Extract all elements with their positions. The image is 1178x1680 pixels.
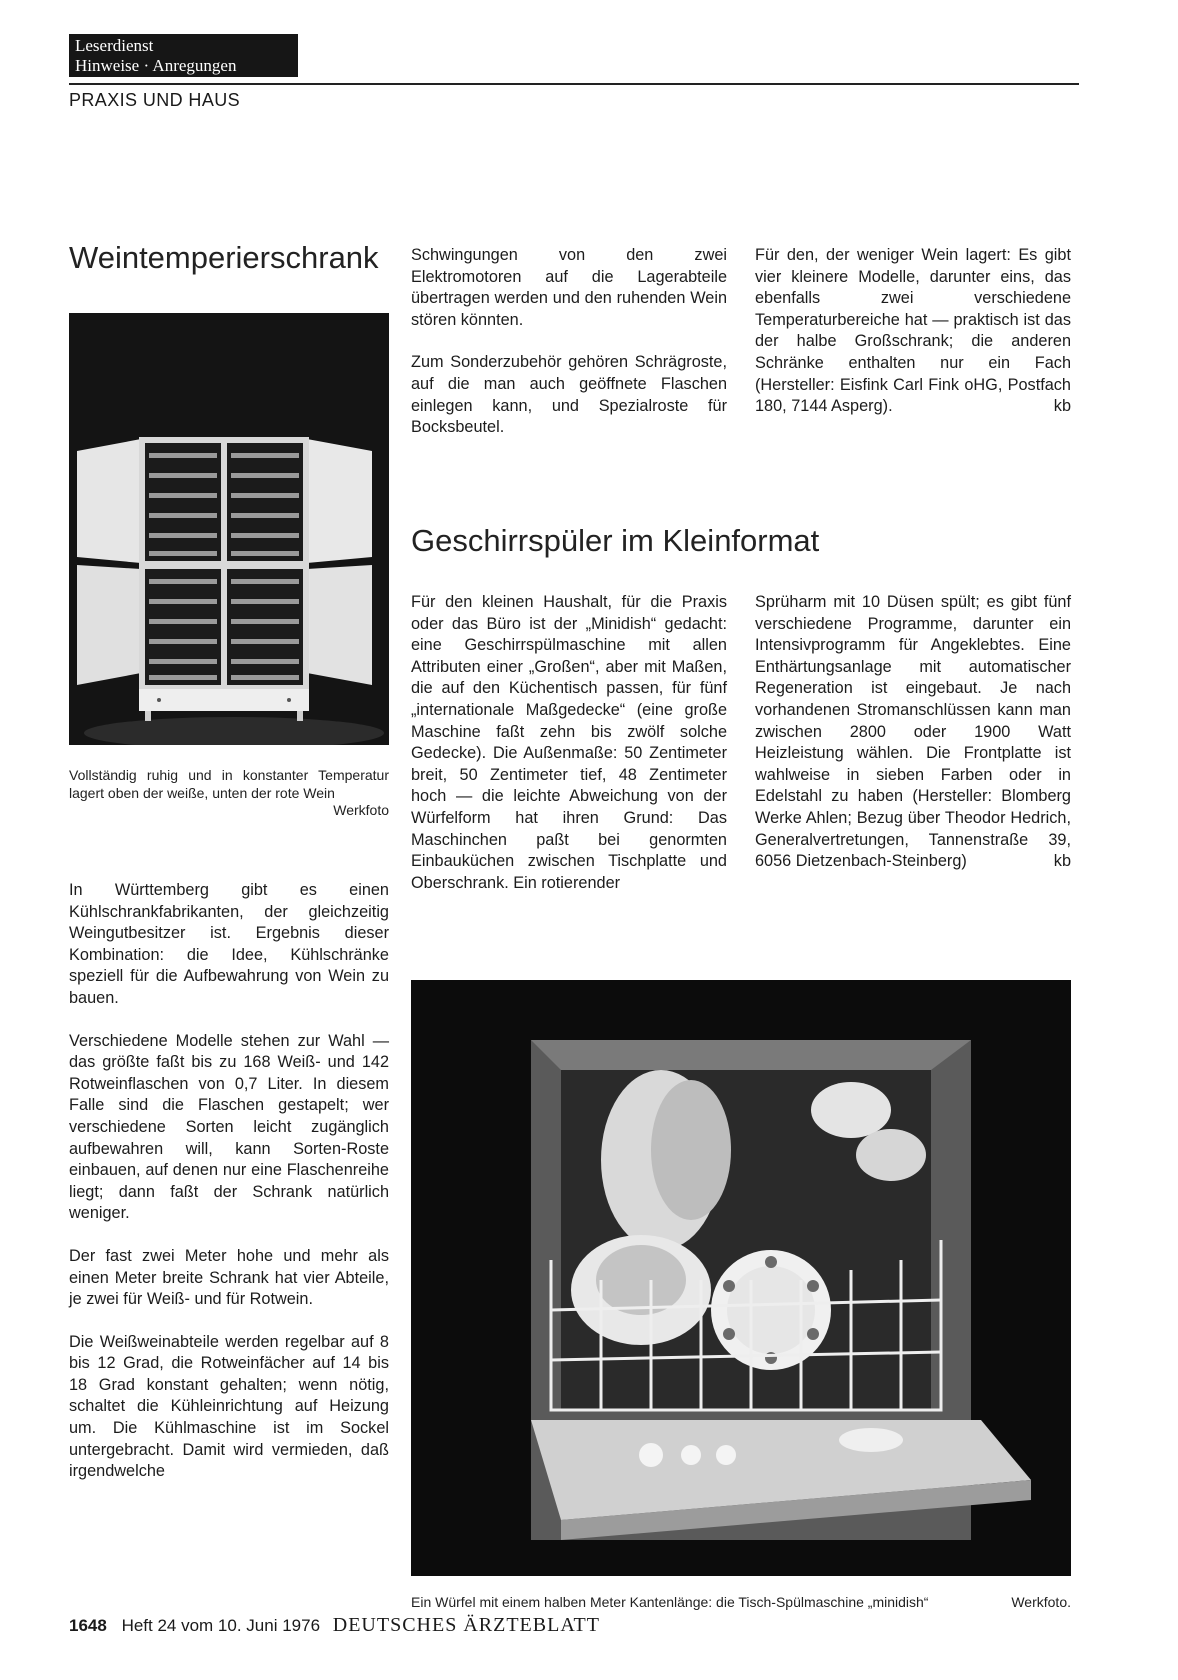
page-footer xyxy=(69,1614,600,1637)
header-rule xyxy=(69,83,1079,85)
article1-paragraph: Die Weißweinabteile werden regelbar auf 8 bis 12 Grad, die Rotweinfächer auf 14 bis 18 Grad konstant gehalten; wenn nötig, schaltet die Kühleinrichtung auf Heizung um. Die Kühlmaschine ist im Sockel untergebracht. Damit wird vermieden, daß irgendwelche xyxy=(69,1332,389,1481)
page-number: 1648 xyxy=(69,1616,107,1635)
wine-cabinet-photo xyxy=(69,313,389,745)
article1-paragraph: Zum Sonderzubehör gehören Schrägroste, auf die man auch geöffnete Flaschen einlegen kann, und Spezialroste für Bocksbeutel. xyxy=(411,353,727,437)
section-title: PRAXIS UND HAUS xyxy=(69,90,241,110)
article2-middle-column xyxy=(411,592,727,894)
article2-right-column xyxy=(755,592,1071,873)
article2-caption-credit: Werkfoto. xyxy=(1011,1594,1071,1610)
article2-paragraph: Sprüharm mit 10 Düsen spült; es gibt fünf verschiedene Programme, darunter ein Intensivprogramm für Angeklebtes. Eine Enthärtungsanlage mit automatischer Regeneration ist eingebaut. Je nach vorhandenen Stromanschlüssen kann man zwischen 2800 oder 1900 Watt Heizleistung wählen. Die Frontplatte ist wahlweise in sieben Farben oder in Edelstahl zu haben (Hersteller: Blomberg Werke Ahlen; Bezug über Theodor Hedrich, Generalvertretungen, Tannenstraße 39, 6056 Dietzenbach-Steinberg) xyxy=(755,593,1071,871)
article1-paragraph: In Württemberg gibt es einen Kühlschrankfabrikanten, der gleichzeitig Weingutbesitzer ist. Ergebnis dieser Kombination: die Idee, Kühlschränke speziell für die Aufbewahrung von Wein zu bauen. xyxy=(69,881,389,1007)
badge-line-1: Leserdienst xyxy=(75,36,154,55)
article1-left-column xyxy=(69,880,389,1504)
article1-right-column xyxy=(755,245,1071,418)
article2-signature: kb xyxy=(1053,852,1071,871)
article1-caption-credit: Werkfoto xyxy=(333,802,389,818)
magazine-name: DEUTSCHES ÄRZTEBLATT xyxy=(332,1614,600,1636)
article2-caption-text: Ein Würfel mit einem halben Meter Kantenlänge: die Tisch-Spülmaschine „minidish“ xyxy=(411,1594,929,1610)
article1-paragraph: Verschiedene Modelle stehen zur Wahl — das größte faßt bis zu 168 Weiß- und 142 Rotweinflaschen von 0,7 Liter. In diesem Falle sind die Flaschen gestapelt; wer verschiedene Sorten leicht zugänglich aufbewahren will, kann Sorten-Roste einbauen, auf denen nur eine Flaschenreihe liegt; dann faßt der Schrank natürlich weniger. xyxy=(69,1031,389,1223)
section-badge xyxy=(69,34,298,77)
article1-caption-text: Vollständig ruhig und in konstanter Temperatur lagert oben der weiße, unten der rote Wein xyxy=(69,767,389,801)
article1-paragraph: Schwingungen von den zwei Elektromotoren auf die Lagerabteile übertragen werden und den ruhenden Wein stören könnten. xyxy=(411,246,727,329)
article1-paragraph: Für den, der weniger Wein lagert: Es gibt vier kleinere Modelle, darunter eins, das ebenfalls zwei verschiedene Temperaturbereiche hat — praktisch ist das der halbe Großschrank; die anderen Schränke enthalten nur ein Fach (Hersteller: Eisfink Carl Fink oHG, Postfach 180, 7144 Asperg). xyxy=(755,246,1071,416)
article2-paragraph: Für den kleinen Haushalt, für die Praxis oder das Büro ist der „Minidish“ gedacht: eine Geschirrspülmaschine mit allen Attributen einer „Großen“, aber mit Maßen, die auf den Küchentisch passen, für fünf „internationale Maßgedecke“ (eine große Maschine faßt zehn bis zwölf solche Gedecke). Die Außenmaße: 50 Zentimeter breit, 50 Zentimeter tief, 48 Zentimeter hoch — die leichte Abweichung von der Würfelform hat ihren Grund: Das Maschinchen paßt bei genormten Einbauküchen zwischen Tischplatte und Oberschrank. Ein rotierender xyxy=(411,593,727,892)
article1-signature: kb xyxy=(1053,397,1071,416)
issue-info: Heft 24 vom 10. Juni 1976 xyxy=(121,1616,321,1635)
dishwasher-photo xyxy=(411,980,1071,1576)
article1-caption xyxy=(69,767,389,820)
article2-title: Geschirrspüler im Kleinformat xyxy=(411,523,820,558)
article1-title: Weintemperierschrank xyxy=(69,240,379,275)
article1-paragraph: Der fast zwei Meter hohe und mehr als einen Meter breite Schrank hat vier Abteile, je zwei für Weiß- und für Rotwein. xyxy=(69,1246,389,1309)
badge-line-2: Hinweise · Anregungen xyxy=(75,56,237,75)
article2-caption xyxy=(411,1594,1071,1612)
article1-middle-column xyxy=(411,245,727,460)
